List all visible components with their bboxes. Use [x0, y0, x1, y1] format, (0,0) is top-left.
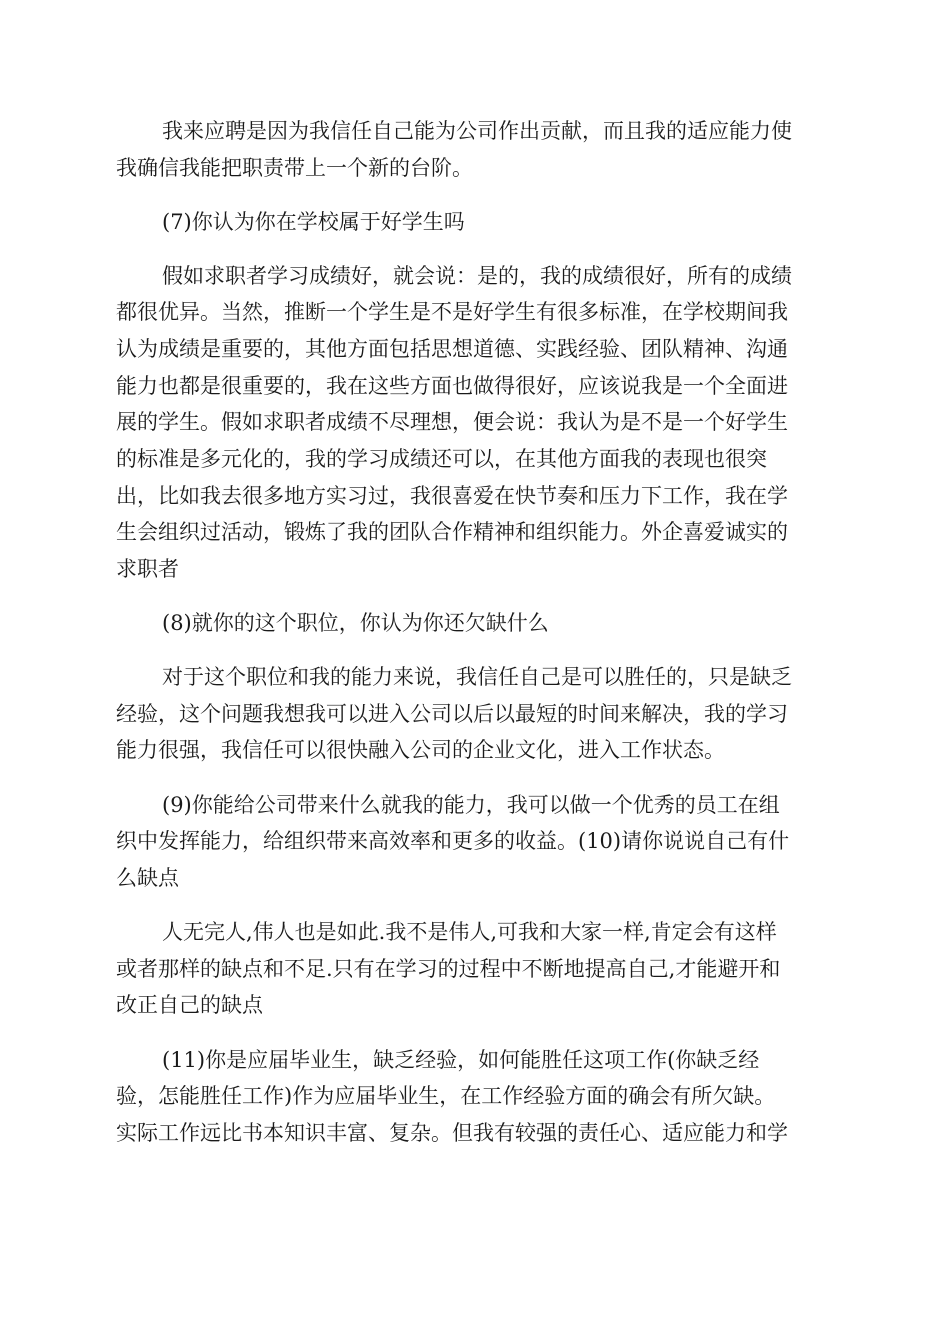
line-15: 经验，这个问题我想我可以进入公司以后以最短的时间来解决，我的学习 — [116, 702, 788, 726]
line-8: 展的学生。假如求职者成绩不尽理想，便会说：我认为是不是一个好学生 — [116, 410, 788, 434]
line-22: 改正自己的缺点 — [116, 993, 263, 1017]
line-10: 出，比如我去很多地方实习过，我很喜爱在快节奏和压力下工作，我在学 — [116, 484, 788, 508]
line-23: (11)你是应届毕业生，缺乏经验，如何能胜任这项工作(你缺乏经 — [162, 1048, 760, 1072]
line-25: 实际工作远比书本知识丰富、复杂。但我有较强的责任心、适应能力和学 — [116, 1121, 788, 1145]
line-1: 我来应聘是因为我信任自己能为公司作出贡献，而且我的适应能力使 — [162, 119, 792, 143]
line-12: 求职者 — [116, 557, 179, 581]
line-4: 假如求职者学习成绩好，就会说：是的，我的成绩很好，所有的成绩 — [162, 264, 792, 288]
line-18: 织中发挥能力，给组织带来高效率和更多的收益。(10)请你说说自己有什 — [116, 829, 790, 853]
line-7: 能力也都是很重要的，我在这些方面也做得很好，应该说我是一个全面进 — [116, 374, 788, 398]
line-17: (9)你能给公司带来什么就我的能力，我可以做一个优秀的员工在组 — [162, 793, 780, 817]
line-16: 能力很强，我信任可以很快融入公司的企业文化，进入工作状态。 — [116, 738, 725, 762]
line-11: 生会组织过活动，锻炼了我的团队合作精神和组织能力。外企喜爱诚实的 — [116, 520, 788, 544]
line-14: 对于这个职位和我的能力来说，我信任自己是可以胜任的，只是缺乏 — [162, 665, 792, 689]
line-9: 的标准是多元化的，我的学习成绩还可以，在其他方面我的表现也很突 — [116, 447, 767, 471]
line-2: 我确信我能把职责带上一个新的台阶。 — [116, 156, 473, 180]
line-13: (8)就你的这个职位，你认为你还欠缺什么 — [162, 611, 549, 635]
line-19: 么缺点 — [116, 866, 179, 890]
line-6: 认为成绩是重要的，其他方面包括思想道德、实践经验、团队精神、沟通 — [116, 337, 788, 361]
line-5: 都很优异。当然，推断一个学生是不是好学生有很多标准，在学校期间我 — [116, 300, 788, 324]
line-3: (7)你认为你在学校属于好学生吗 — [162, 210, 465, 234]
line-24: 验，怎能胜任工作)作为应届毕业生，在工作经验方面的确会有所欠缺。 — [116, 1084, 776, 1108]
line-21: 或者那样的缺点和不足.只有在学习的过程中不断地提高自己,才能避开和 — [116, 957, 781, 981]
line-20: 人无完人,伟人也是如此.我不是伟人,可我和大家一样,肯定会有这样 — [162, 920, 777, 944]
